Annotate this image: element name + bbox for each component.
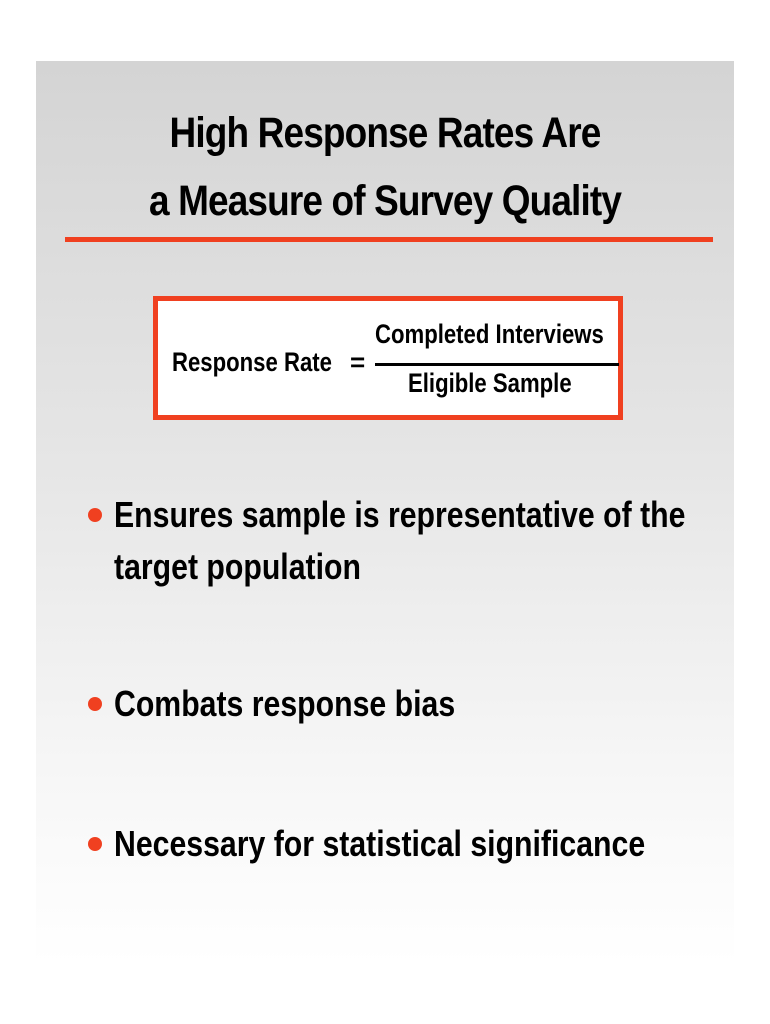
title-line-2: a Measure of Survey Quality [148,177,622,225]
response-rate-formula-box [153,296,623,420]
formula-equals-sign: = [350,347,366,377]
title-divider [65,237,713,242]
fraction-bar [375,363,619,366]
formula-lhs: Response Rate [172,347,332,377]
bullet-item [82,678,722,730]
bullet-dot-icon [88,697,102,711]
bullet-list [82,489,722,870]
bullet-dot-icon [88,508,102,522]
formula-denominator: Eligible Sample [408,368,572,398]
bullet-item [82,818,722,870]
bullet-text: Necessary for statistical significance [114,823,646,864]
bullet-dot-icon [88,837,102,851]
bullet-item [82,489,722,593]
slide [36,61,734,964]
bullet-text: Ensures sample is representative of the target population [114,494,686,587]
bullet-text: Combats response bias [114,683,456,724]
formula-numerator: Completed Interviews [375,319,604,349]
title-line-1: High Response Rates Are [169,109,601,157]
slide-title [85,99,685,235]
